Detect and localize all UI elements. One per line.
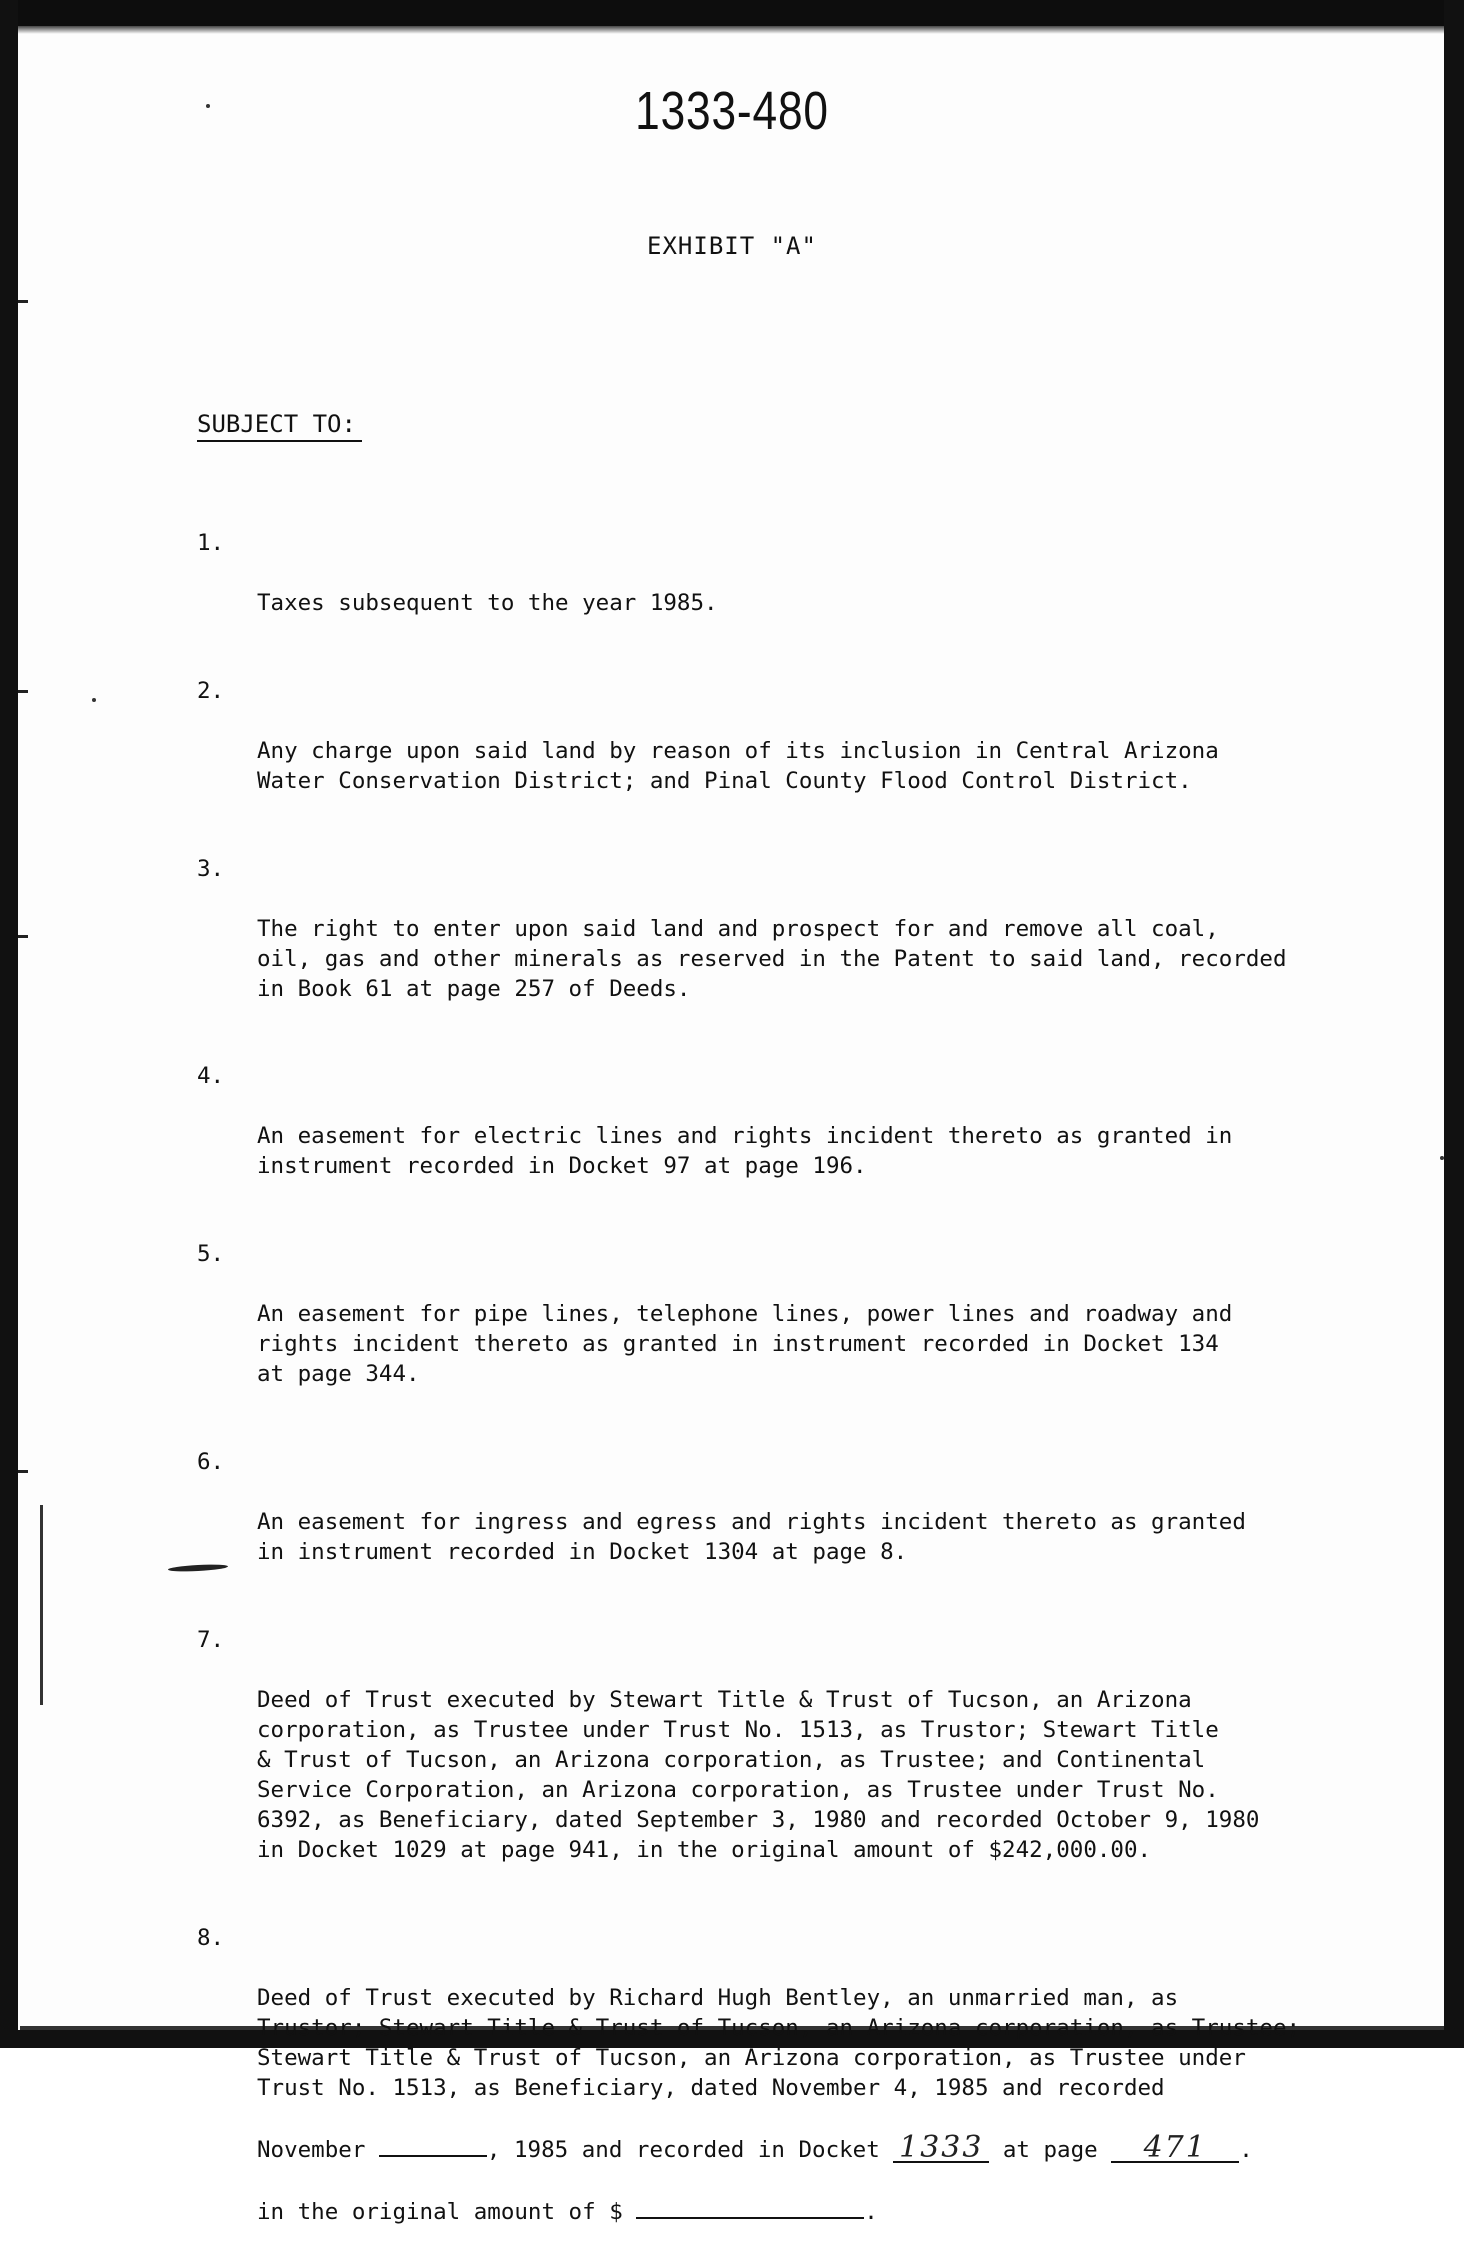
scan-mark xyxy=(18,690,28,693)
scan-mark xyxy=(18,935,28,938)
scan-border-top-shadow xyxy=(18,26,1446,34)
list-item xyxy=(197,1447,1357,1597)
recording-day-blank xyxy=(379,2133,487,2157)
item-text: An easement for ingress and egress and rights incident thereto as granted in instrument recorded in Docket 1304 at page 8. xyxy=(257,1509,1246,1565)
item-number: 4. xyxy=(197,1063,225,1089)
item-text: Deed of Trust executed by Stewart Title & Trust of Tucson, an Arizona corporation, as Trustee under Trust No. 1513, as Trustor; Stewart Title & Trust of Tucson, an Arizona corporation, as Trustee; and Continental Service Corporation, an Arizona corporation, as Trustee under Trust No. 6392, as Beneficiary, dated September 3, 1980 and recorded October 9, 1980 in Docket 1029 at page 941, in the original amount of $242,000.00. xyxy=(257,1687,1260,1863)
item-text: Deed of Trust executed by Richard Hugh Bentley, an unmarried man, as Trustor; Stewart Title & Trust of Tucson, an Arizona corporation, as Trustee; Stewart Title & Trust of Tucson, an Arizona corporation, as Trustee under Trust No. 1513, as Beneficiary, dated November 4, 1985 and recorded xyxy=(257,1985,1301,2101)
list-item xyxy=(197,1061,1357,1211)
item-number: 3. xyxy=(197,856,225,882)
scan-mark xyxy=(18,300,28,303)
handwritten-page-number: 471 xyxy=(1111,2135,1239,2163)
item-text: Taxes subsequent to the year 1985. xyxy=(257,590,718,616)
item-text-recording-line xyxy=(257,2130,1357,2165)
item-number: 5. xyxy=(197,1241,225,1267)
page-label: at page xyxy=(1002,2137,1098,2163)
scan-border-right xyxy=(1444,0,1464,2048)
ink-speck xyxy=(1440,1156,1444,1160)
item-text: Any charge upon said land by reason of its inclusion in Central Arizona Water Conservation District; and Pinal County Flood Control District. xyxy=(257,738,1219,794)
recording-month: November xyxy=(257,2137,366,2163)
list-item xyxy=(197,676,1357,826)
line-end-period: . xyxy=(1239,2137,1253,2163)
item-number: 2. xyxy=(197,678,225,704)
document-number: 1333-480 xyxy=(635,81,829,141)
list-item xyxy=(197,1239,1357,1419)
amount-blank xyxy=(636,2195,864,2219)
subject-heading: SUBJECT TO: xyxy=(197,410,362,442)
item-number: 6. xyxy=(197,1449,225,1475)
list-item xyxy=(197,1625,1357,1895)
line-end-period: . xyxy=(864,2199,878,2225)
item-text: An easement for electric lines and rights incident thereto as granted in instrument recorded in Docket 97 at page 196. xyxy=(257,1123,1233,1179)
item-number: 7. xyxy=(197,1627,225,1653)
item-number: 8. xyxy=(197,1925,225,1951)
list-item xyxy=(197,1923,1357,2257)
item-text: The right to enter upon said land and prospect for and remove all coal, oil, gas and other minerals as reserved in the Patent to said land, recorded in Book 61 at page 257 of Deeds. xyxy=(257,916,1287,1002)
scan-border-left xyxy=(0,0,18,2048)
exhibit-title: EXHIBIT "A" xyxy=(647,232,817,260)
encumbrance-list xyxy=(197,528,1357,2257)
amount-label: in the original amount of $ xyxy=(257,2199,623,2225)
scan-mark xyxy=(18,1470,28,1473)
ink-speck xyxy=(92,698,96,702)
scan-border-top xyxy=(0,0,1464,26)
item-number: 1. xyxy=(197,530,225,556)
margin-line-artifact xyxy=(40,1505,43,1705)
list-item xyxy=(197,854,1357,1034)
recording-text: , 1985 and recorded in Docket xyxy=(486,2137,880,2163)
item-text-amount-line xyxy=(257,2195,1357,2227)
item-text: An easement for pipe lines, telephone lines, power lines and roadway and rights incident thereto as granted in instrument recorded in Docket 134 at page 344. xyxy=(257,1301,1233,1387)
list-item xyxy=(197,528,1357,648)
handwritten-docket-number: 1333 xyxy=(893,2135,989,2163)
